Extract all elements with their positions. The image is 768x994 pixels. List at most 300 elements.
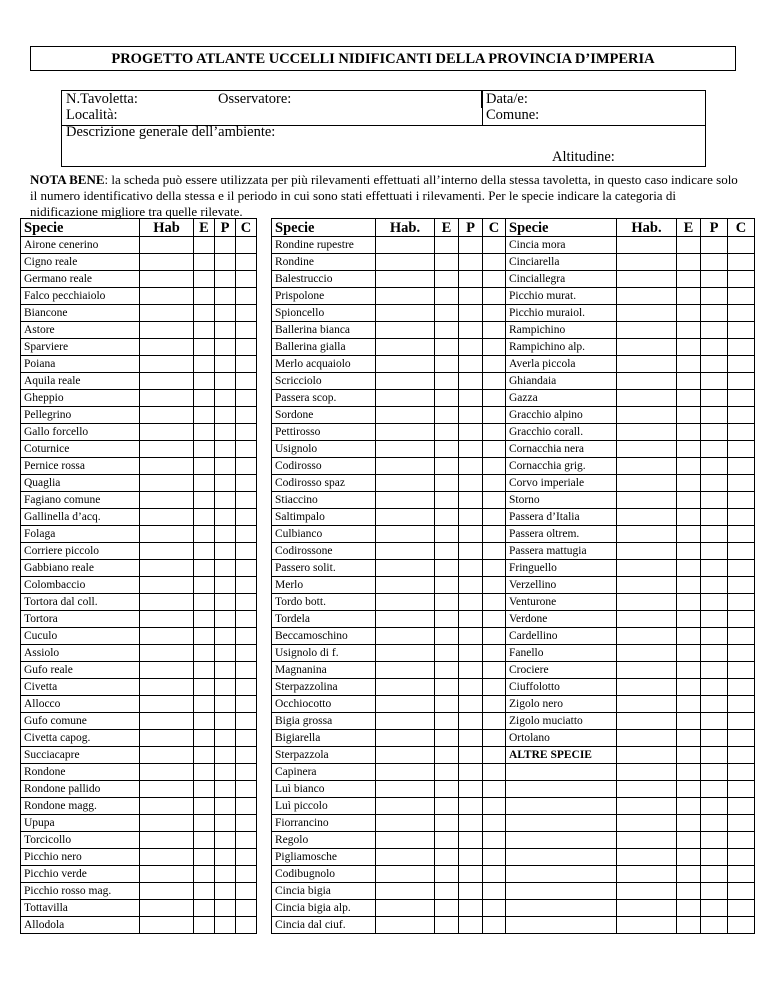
cell-c[interactable] [236, 764, 257, 781]
cell-hab[interactable] [376, 373, 435, 390]
cell-c[interactable] [728, 356, 755, 373]
cell-e[interactable] [435, 560, 459, 577]
cell-p[interactable] [459, 815, 483, 832]
cell-hab[interactable] [376, 849, 435, 866]
cell-p[interactable] [215, 713, 236, 730]
cell-hab[interactable] [140, 339, 194, 356]
cell-e[interactable] [435, 594, 459, 611]
cell-c[interactable] [236, 679, 257, 696]
cell-hab[interactable] [140, 356, 194, 373]
cell-e[interactable] [194, 747, 215, 764]
cell-hab[interactable] [376, 747, 435, 764]
cell-p[interactable] [215, 475, 236, 492]
cell-e[interactable] [194, 424, 215, 441]
cell-hab[interactable] [140, 458, 194, 475]
cell-c[interactable] [236, 543, 257, 560]
cell-e[interactable] [194, 543, 215, 560]
cell-p[interactable] [215, 679, 236, 696]
cell-hab[interactable] [376, 662, 435, 679]
cell-e[interactable] [435, 577, 459, 594]
cell-c[interactable] [483, 730, 506, 747]
cell-p[interactable] [215, 866, 236, 883]
cell-p[interactable] [459, 747, 483, 764]
cell-c[interactable] [483, 594, 506, 611]
cell-hab[interactable] [617, 424, 677, 441]
cell-hab[interactable] [376, 679, 435, 696]
cell-c[interactable] [483, 373, 506, 390]
cell-p[interactable] [701, 917, 728, 934]
cell-c[interactable] [483, 424, 506, 441]
cell-e[interactable] [677, 543, 701, 560]
cell-e[interactable] [677, 594, 701, 611]
cell-c[interactable] [483, 458, 506, 475]
cell-c[interactable] [236, 696, 257, 713]
cell-p[interactable] [701, 373, 728, 390]
cell-p[interactable] [215, 288, 236, 305]
cell-c[interactable] [236, 900, 257, 917]
cell-hab[interactable] [140, 628, 194, 645]
cell-hab[interactable] [617, 237, 677, 254]
cell-p[interactable] [215, 696, 236, 713]
cell-e[interactable] [677, 781, 701, 798]
cell-c[interactable] [483, 560, 506, 577]
cell-hab[interactable] [376, 866, 435, 883]
cell-hab[interactable] [140, 815, 194, 832]
cell-c[interactable] [728, 866, 755, 883]
cell-p[interactable] [701, 322, 728, 339]
cell-e[interactable] [677, 849, 701, 866]
cell-e[interactable] [194, 781, 215, 798]
cell-hab[interactable] [376, 917, 435, 934]
cell-hab[interactable] [140, 679, 194, 696]
cell-p[interactable] [459, 424, 483, 441]
cell-p[interactable] [701, 611, 728, 628]
cell-p[interactable] [701, 849, 728, 866]
cell-p[interactable] [459, 866, 483, 883]
cell-e[interactable] [435, 611, 459, 628]
cell-e[interactable] [677, 832, 701, 849]
cell-p[interactable] [459, 458, 483, 475]
cell-e[interactable] [677, 577, 701, 594]
cell-p[interactable] [701, 832, 728, 849]
cell-e[interactable] [435, 237, 459, 254]
cell-hab[interactable] [617, 696, 677, 713]
cell-p[interactable] [215, 849, 236, 866]
cell-p[interactable] [459, 730, 483, 747]
cell-p[interactable] [701, 407, 728, 424]
cell-c[interactable] [236, 832, 257, 849]
cell-c[interactable] [483, 407, 506, 424]
cell-hab[interactable] [376, 645, 435, 662]
cell-e[interactable] [194, 441, 215, 458]
cell-hab[interactable] [376, 832, 435, 849]
cell-c[interactable] [728, 662, 755, 679]
cell-hab[interactable] [376, 611, 435, 628]
cell-p[interactable] [215, 424, 236, 441]
cell-p[interactable] [215, 764, 236, 781]
cell-e[interactable] [194, 492, 215, 509]
cell-p[interactable] [215, 577, 236, 594]
cell-hab[interactable] [617, 458, 677, 475]
cell-p[interactable] [459, 407, 483, 424]
cell-c[interactable] [483, 832, 506, 849]
cell-e[interactable] [435, 747, 459, 764]
cell-c[interactable] [483, 696, 506, 713]
cell-e[interactable] [194, 458, 215, 475]
cell-e[interactable] [194, 407, 215, 424]
cell-e[interactable] [435, 305, 459, 322]
cell-e[interactable] [677, 407, 701, 424]
cell-hab[interactable] [140, 577, 194, 594]
cell-p[interactable] [459, 475, 483, 492]
cell-e[interactable] [677, 900, 701, 917]
cell-p[interactable] [215, 305, 236, 322]
cell-c[interactable] [236, 339, 257, 356]
cell-c[interactable] [728, 781, 755, 798]
cell-p[interactable] [215, 662, 236, 679]
cell-hab[interactable] [617, 883, 677, 900]
cell-p[interactable] [459, 713, 483, 730]
cell-hab[interactable] [140, 594, 194, 611]
cell-e[interactable] [677, 356, 701, 373]
cell-hab[interactable] [140, 441, 194, 458]
cell-e[interactable] [677, 628, 701, 645]
cell-e[interactable] [677, 815, 701, 832]
cell-p[interactable] [215, 441, 236, 458]
cell-e[interactable] [677, 526, 701, 543]
cell-hab[interactable] [140, 390, 194, 407]
cell-p[interactable] [701, 730, 728, 747]
cell-hab[interactable] [376, 271, 435, 288]
cell-c[interactable] [483, 288, 506, 305]
cell-p[interactable] [701, 458, 728, 475]
cell-e[interactable] [677, 458, 701, 475]
cell-c[interactable] [236, 475, 257, 492]
cell-c[interactable] [728, 798, 755, 815]
cell-p[interactable] [459, 594, 483, 611]
cell-c[interactable] [236, 458, 257, 475]
cell-e[interactable] [677, 696, 701, 713]
cell-e[interactable] [194, 900, 215, 917]
cell-hab[interactable] [140, 917, 194, 934]
cell-e[interactable] [194, 373, 215, 390]
cell-e[interactable] [677, 883, 701, 900]
cell-c[interactable] [728, 815, 755, 832]
cell-hab[interactable] [617, 577, 677, 594]
cell-hab[interactable] [140, 798, 194, 815]
cell-p[interactable] [215, 458, 236, 475]
cell-c[interactable] [483, 713, 506, 730]
cell-e[interactable] [435, 883, 459, 900]
cell-c[interactable] [483, 577, 506, 594]
cell-p[interactable] [215, 492, 236, 509]
cell-hab[interactable] [617, 730, 677, 747]
cell-hab[interactable] [617, 288, 677, 305]
cell-c[interactable] [236, 781, 257, 798]
cell-hab[interactable] [617, 543, 677, 560]
cell-hab[interactable] [617, 679, 677, 696]
cell-e[interactable] [194, 832, 215, 849]
cell-p[interactable] [459, 798, 483, 815]
cell-p[interactable] [459, 339, 483, 356]
cell-e[interactable] [435, 815, 459, 832]
cell-e[interactable] [194, 288, 215, 305]
cell-hab[interactable] [617, 594, 677, 611]
cell-p[interactable] [701, 679, 728, 696]
cell-hab[interactable] [617, 798, 677, 815]
cell-c[interactable] [236, 254, 257, 271]
cell-c[interactable] [236, 883, 257, 900]
cell-p[interactable] [701, 339, 728, 356]
cell-e[interactable] [435, 713, 459, 730]
cell-e[interactable] [677, 662, 701, 679]
cell-p[interactable] [701, 628, 728, 645]
cell-c[interactable] [236, 594, 257, 611]
cell-c[interactable] [728, 849, 755, 866]
cell-c[interactable] [728, 560, 755, 577]
cell-c[interactable] [483, 679, 506, 696]
cell-hab[interactable] [617, 713, 677, 730]
cell-c[interactable] [236, 645, 257, 662]
cell-e[interactable] [435, 798, 459, 815]
cell-hab[interactable] [617, 560, 677, 577]
cell-e[interactable] [677, 339, 701, 356]
cell-hab[interactable] [140, 492, 194, 509]
cell-c[interactable] [483, 492, 506, 509]
cell-c[interactable] [728, 492, 755, 509]
cell-e[interactable] [435, 390, 459, 407]
cell-e[interactable] [435, 271, 459, 288]
cell-c[interactable] [728, 526, 755, 543]
cell-e[interactable] [435, 424, 459, 441]
cell-p[interactable] [701, 798, 728, 815]
cell-p[interactable] [701, 781, 728, 798]
cell-c[interactable] [483, 917, 506, 934]
cell-e[interactable] [194, 271, 215, 288]
cell-hab[interactable] [376, 475, 435, 492]
cell-p[interactable] [459, 849, 483, 866]
cell-hab[interactable] [140, 730, 194, 747]
cell-p[interactable] [215, 322, 236, 339]
cell-c[interactable] [236, 815, 257, 832]
cell-e[interactable] [677, 492, 701, 509]
cell-hab[interactable] [140, 781, 194, 798]
cell-c[interactable] [483, 900, 506, 917]
cell-hab[interactable] [376, 883, 435, 900]
cell-c[interactable] [483, 781, 506, 798]
cell-c[interactable] [728, 628, 755, 645]
cell-hab[interactable] [140, 509, 194, 526]
cell-p[interactable] [701, 764, 728, 781]
cell-p[interactable] [215, 254, 236, 271]
cell-e[interactable] [194, 594, 215, 611]
cell-hab[interactable] [140, 611, 194, 628]
cell-c[interactable] [236, 322, 257, 339]
cell-hab[interactable] [617, 645, 677, 662]
cell-hab[interactable] [617, 441, 677, 458]
cell-e[interactable] [435, 339, 459, 356]
cell-c[interactable] [236, 390, 257, 407]
cell-hab[interactable] [140, 560, 194, 577]
cell-p[interactable] [459, 492, 483, 509]
cell-hab[interactable] [376, 798, 435, 815]
cell-c[interactable] [236, 509, 257, 526]
cell-p[interactable] [459, 288, 483, 305]
cell-e[interactable] [194, 237, 215, 254]
cell-p[interactable] [215, 560, 236, 577]
cell-hab[interactable] [140, 645, 194, 662]
cell-e[interactable] [194, 662, 215, 679]
cell-hab[interactable] [140, 475, 194, 492]
cell-e[interactable] [677, 611, 701, 628]
cell-hab[interactable] [376, 713, 435, 730]
cell-p[interactable] [215, 798, 236, 815]
cell-e[interactable] [677, 424, 701, 441]
cell-p[interactable] [459, 237, 483, 254]
cell-hab[interactable] [140, 662, 194, 679]
cell-e[interactable] [435, 288, 459, 305]
cell-hab[interactable] [376, 254, 435, 271]
cell-hab[interactable] [617, 356, 677, 373]
cell-hab[interactable] [617, 254, 677, 271]
cell-p[interactable] [459, 441, 483, 458]
cell-p[interactable] [459, 305, 483, 322]
cell-c[interactable] [728, 254, 755, 271]
cell-e[interactable] [677, 713, 701, 730]
cell-e[interactable] [677, 917, 701, 934]
cell-c[interactable] [236, 730, 257, 747]
cell-c[interactable] [483, 254, 506, 271]
cell-p[interactable] [215, 611, 236, 628]
cell-p[interactable] [701, 560, 728, 577]
cell-e[interactable] [435, 679, 459, 696]
cell-c[interactable] [236, 917, 257, 934]
cell-c[interactable] [483, 356, 506, 373]
cell-e[interactable] [677, 764, 701, 781]
cell-p[interactable] [701, 577, 728, 594]
cell-p[interactable] [701, 271, 728, 288]
cell-p[interactable] [701, 645, 728, 662]
cell-c[interactable] [728, 475, 755, 492]
cell-p[interactable] [459, 628, 483, 645]
cell-hab[interactable] [376, 560, 435, 577]
cell-p[interactable] [215, 526, 236, 543]
cell-p[interactable] [215, 832, 236, 849]
cell-hab[interactable] [617, 628, 677, 645]
cell-hab[interactable] [376, 339, 435, 356]
cell-p[interactable] [215, 883, 236, 900]
cell-e[interactable] [435, 373, 459, 390]
cell-c[interactable] [236, 611, 257, 628]
cell-p[interactable] [701, 509, 728, 526]
cell-hab[interactable] [376, 781, 435, 798]
cell-p[interactable] [701, 254, 728, 271]
cell-c[interactable] [728, 747, 755, 764]
cell-p[interactable] [701, 390, 728, 407]
cell-p[interactable] [459, 322, 483, 339]
cell-p[interactable] [459, 526, 483, 543]
cell-c[interactable] [728, 679, 755, 696]
cell-c[interactable] [728, 696, 755, 713]
cell-p[interactable] [459, 645, 483, 662]
cell-p[interactable] [701, 475, 728, 492]
cell-p[interactable] [459, 560, 483, 577]
cell-c[interactable] [483, 849, 506, 866]
cell-c[interactable] [728, 339, 755, 356]
cell-c[interactable] [728, 713, 755, 730]
cell-c[interactable] [483, 662, 506, 679]
cell-e[interactable] [677, 730, 701, 747]
cell-hab[interactable] [140, 288, 194, 305]
cell-p[interactable] [701, 424, 728, 441]
cell-e[interactable] [677, 373, 701, 390]
cell-c[interactable] [483, 509, 506, 526]
cell-p[interactable] [459, 883, 483, 900]
cell-hab[interactable] [617, 509, 677, 526]
cell-e[interactable] [435, 628, 459, 645]
cell-hab[interactable] [376, 407, 435, 424]
cell-c[interactable] [236, 628, 257, 645]
cell-p[interactable] [459, 509, 483, 526]
cell-p[interactable] [701, 815, 728, 832]
cell-p[interactable] [215, 543, 236, 560]
cell-c[interactable] [236, 305, 257, 322]
cell-c[interactable] [728, 373, 755, 390]
cell-e[interactable] [194, 815, 215, 832]
cell-e[interactable] [435, 356, 459, 373]
cell-hab[interactable] [376, 237, 435, 254]
cell-hab[interactable] [617, 781, 677, 798]
cell-c[interactable] [728, 883, 755, 900]
cell-p[interactable] [459, 900, 483, 917]
cell-c[interactable] [728, 288, 755, 305]
cell-p[interactable] [459, 611, 483, 628]
cell-c[interactable] [483, 628, 506, 645]
cell-hab[interactable] [376, 764, 435, 781]
cell-hab[interactable] [376, 815, 435, 832]
cell-p[interactable] [215, 781, 236, 798]
cell-c[interactable] [483, 883, 506, 900]
cell-c[interactable] [236, 713, 257, 730]
cell-hab[interactable] [617, 917, 677, 934]
cell-hab[interactable] [617, 492, 677, 509]
cell-c[interactable] [236, 356, 257, 373]
cell-e[interactable] [435, 526, 459, 543]
cell-e[interactable] [194, 849, 215, 866]
cell-hab[interactable] [617, 849, 677, 866]
cell-e[interactable] [194, 713, 215, 730]
cell-c[interactable] [483, 237, 506, 254]
cell-e[interactable] [194, 866, 215, 883]
cell-e[interactable] [677, 560, 701, 577]
cell-p[interactable] [459, 679, 483, 696]
cell-e[interactable] [677, 271, 701, 288]
cell-e[interactable] [194, 560, 215, 577]
cell-hab[interactable] [140, 305, 194, 322]
cell-c[interactable] [728, 832, 755, 849]
cell-e[interactable] [194, 764, 215, 781]
cell-p[interactable] [215, 730, 236, 747]
cell-e[interactable] [677, 475, 701, 492]
cell-hab[interactable] [376, 492, 435, 509]
cell-c[interactable] [728, 305, 755, 322]
cell-hab[interactable] [140, 543, 194, 560]
cell-e[interactable] [194, 645, 215, 662]
cell-hab[interactable] [376, 509, 435, 526]
cell-e[interactable] [194, 254, 215, 271]
cell-c[interactable] [236, 288, 257, 305]
cell-e[interactable] [677, 798, 701, 815]
